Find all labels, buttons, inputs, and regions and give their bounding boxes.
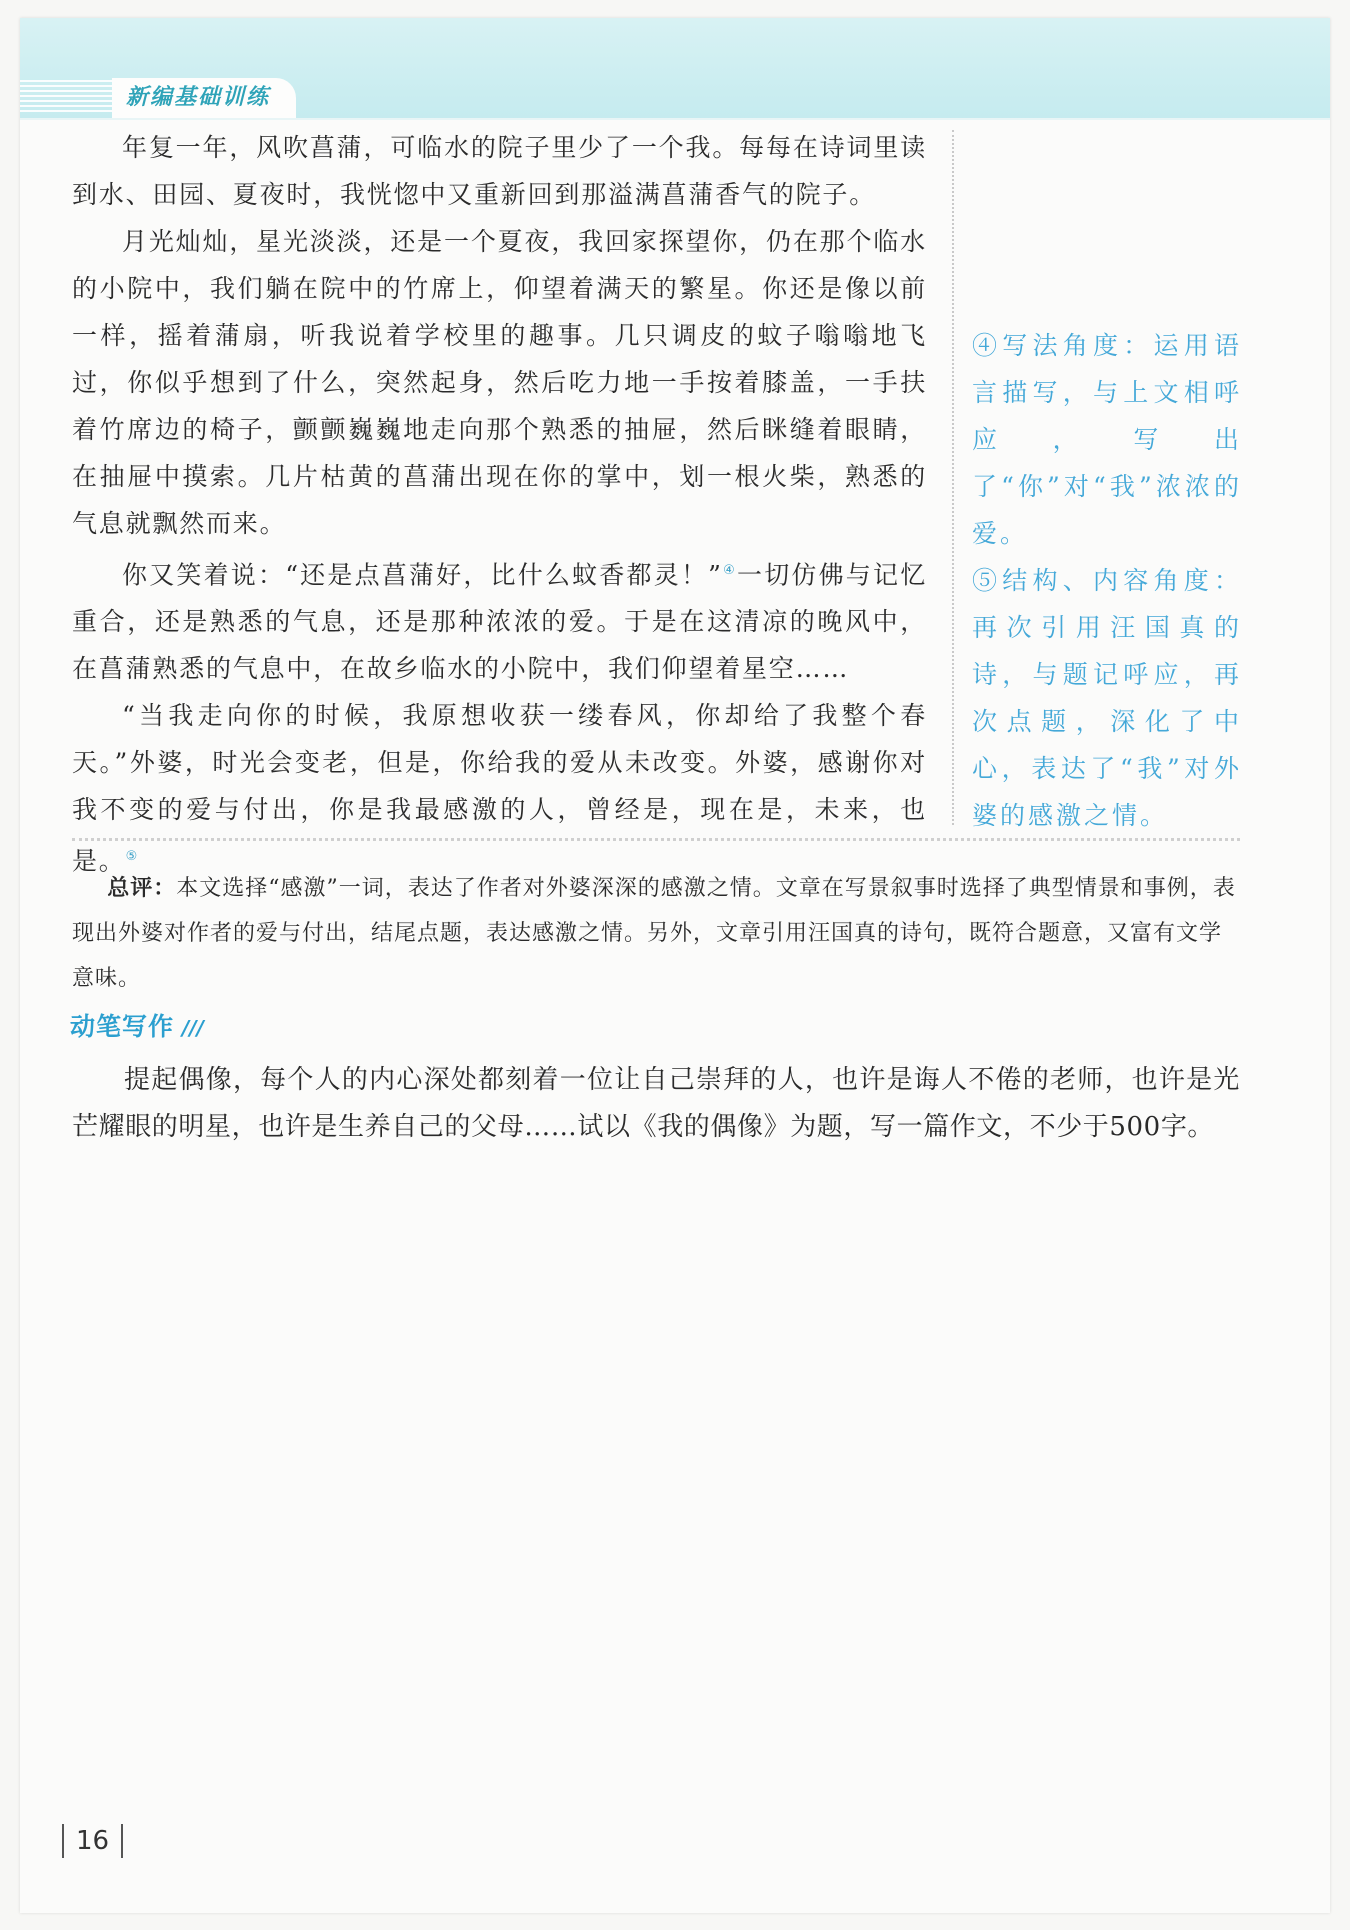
header-stripe-decoration [20, 80, 115, 114]
essay-text: “当我走向你的时候，我原想收获一缕春风，你却给了我整个春天。”外婆，时光会变老，但是，你给我的爱从未改变。外婆，感谢你对我不变的爱与付出，你是我最感激的人，曾经是，现在是，未来，也是。 [72, 701, 927, 876]
page-header [20, 18, 1330, 120]
column-divider [952, 130, 954, 825]
essay-paragraph [72, 547, 927, 692]
annotation-marker: ⑤ [125, 849, 140, 865]
essay-text: 一切仿佛与记忆重合，还是熟悉的气息，还是那种浓浓的爱。于是在这清凉的晚风中，在菖蒲熟悉的气息中，在故乡临水的小院中，我们仰望着星空…… [72, 560, 927, 684]
page-number [62, 1820, 123, 1860]
writing-prompt: 提起偶像，每个人的内心深处都刻着一位让自己崇拜的人，也许是诲人不倦的老师，也许是光芒耀眼的明星，也许是生养自己的父母……试以《我的偶像》为题，写一篇作文，不少于500字。 [72, 1065, 1240, 1142]
review-label: 总评： [107, 876, 177, 901]
section-divider [72, 838, 1240, 841]
essay-body [72, 124, 927, 885]
annotation-marker: ④ [722, 563, 737, 578]
page-number-text: 16 [76, 1825, 110, 1856]
section-mark: /// [182, 1016, 204, 1040]
essay-paragraph: 月光灿灿，星光淡淡，还是一个夏夜，我回家探望你，仍在那个临水的小院中，我们躺在院中的竹席上，仰望着满天的繁星。你还是像以前一样，摇着蒲扇，听我说着学校里的趣事。几只调皮的蚊子嗡嗡地飞过，你似乎想到了什么，突然起身，然后吃力地一手按着膝盖，一手扶着竹席边的椅子，颤颤巍巍地走向那个熟悉的抽屉，然后眯缝着眼睛，在抽屉中摸索。几片枯黄的菖蒲出现在你的掌中，划一根火柴，熟悉的气息就飘然而来。 [72, 227, 927, 538]
essay-paragraph: 年复一年，风吹菖蒲，可临水的院子里少了一个我。每每在诗词里读到水、田园、夏夜时，我恍惚中又重新回到那溢满菖蒲香气的院子。 [72, 133, 927, 209]
writing-section-title [70, 1007, 204, 1043]
overall-review [72, 866, 1244, 1001]
page-number-bar-right [121, 1824, 123, 1858]
header-divider [20, 118, 1330, 120]
margin-note: ⑤结构、内容角度：再次引用汪国真的诗，与题记呼应，再次点题，深化了中心，表达了“我”对外婆的感激之情。 [972, 566, 1242, 830]
margin-notes [972, 322, 1242, 839]
page-number-bar-left [62, 1824, 64, 1858]
series-title: 新编基础训练 [112, 78, 296, 118]
essay-paragraph [72, 692, 927, 884]
margin-note: ④写法角度：运用语言描写，与上文相呼应，写出了“你”对“我”浓浓的爱。 [972, 331, 1242, 548]
review-text: 本文选择“感激”一词，表达了作者对外婆深深的感激之情。文章在写景叙事时选择了典型情景和事例，表现出外婆对作者的爱与付出，结尾点题，表达感激之情。另外，文章引用汪国真的诗句，既符合题意，又富有文学意味。 [72, 876, 1236, 991]
essay-text: 你又笑着说：“还是点菖蒲好，比什么蚊香都灵！” [122, 560, 723, 590]
section-title-text: 动笔写作 [70, 1012, 175, 1041]
